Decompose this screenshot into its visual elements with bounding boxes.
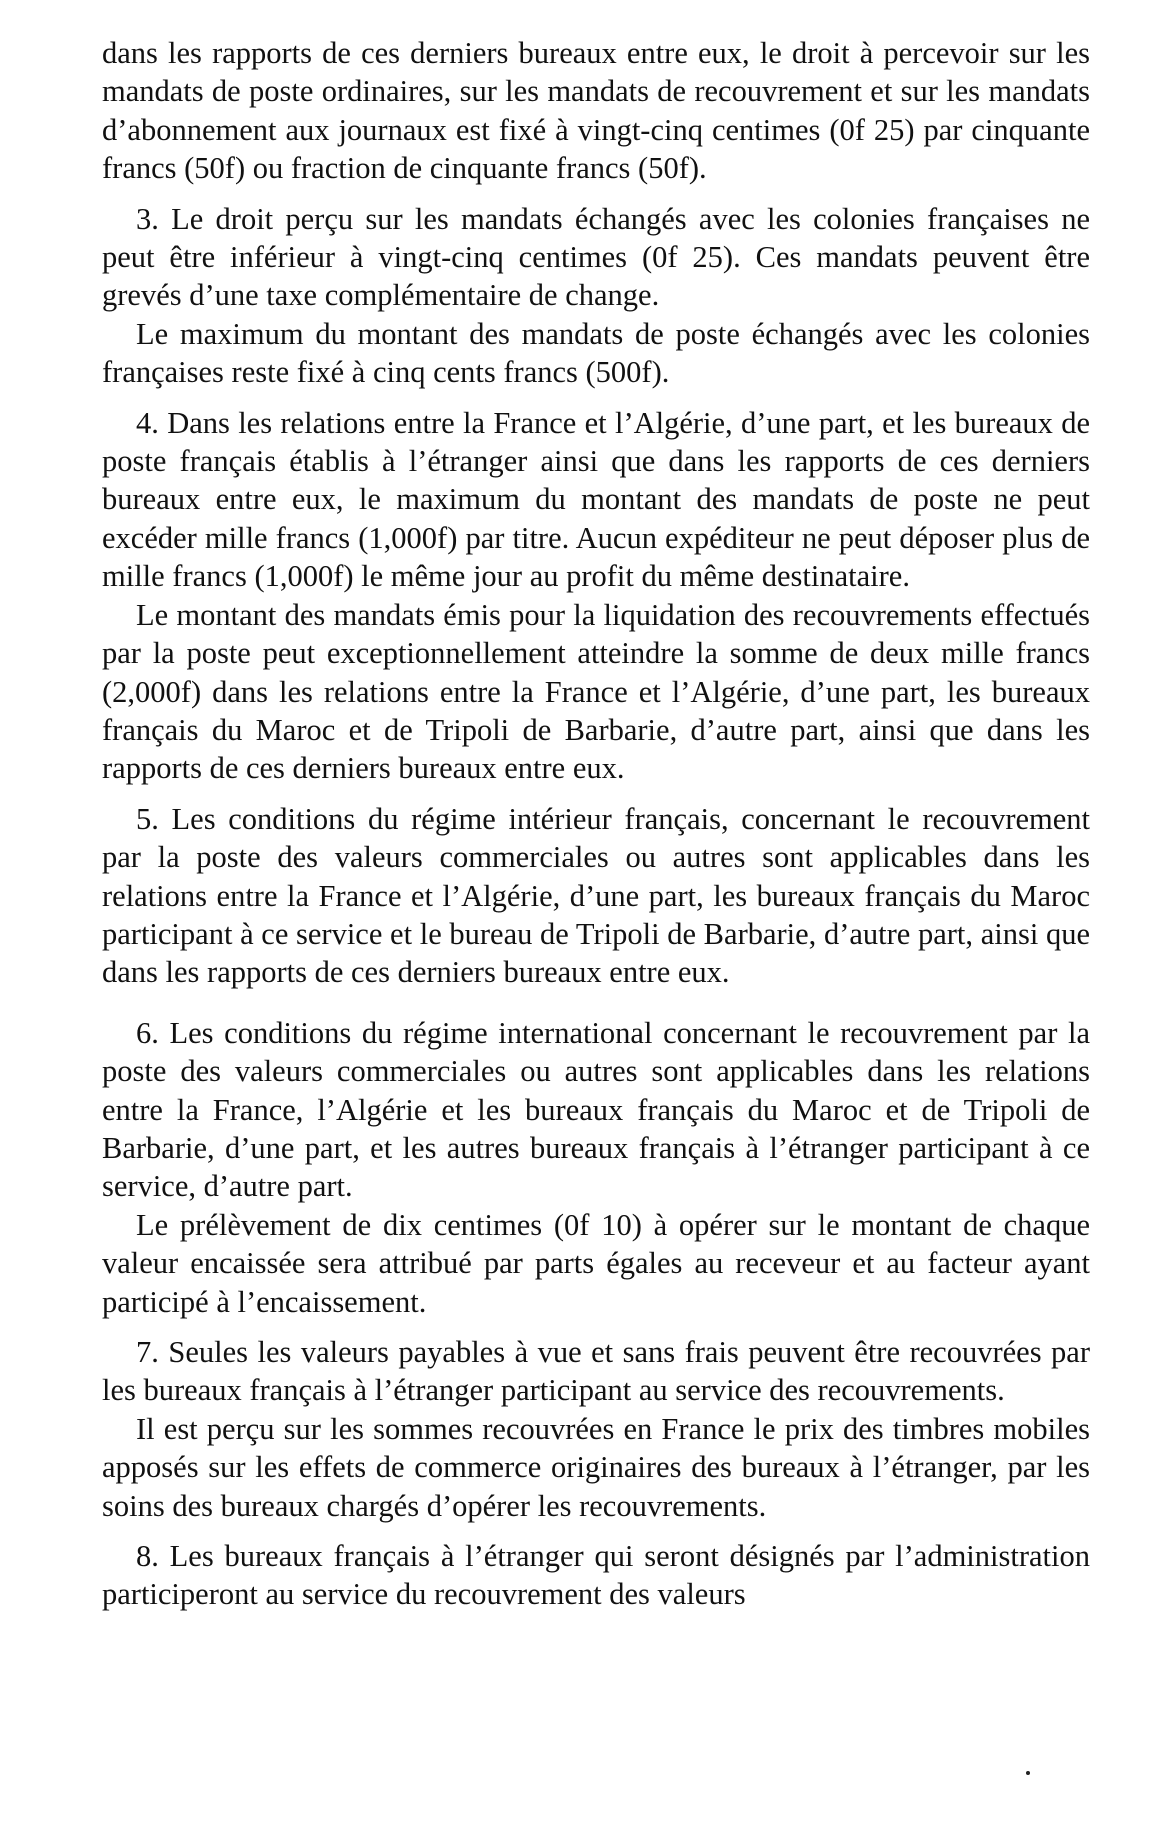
- paragraph-continuation: dans les rapports de ces derniers bureaux entre eux, le droit à percevoir sur les mandats de poste ordinaires, sur les mandats de recouvrement et sur les mandats d’abonnement aux journaux est fixé à vingt-cinq centimes (0f 25) par cinquante francs (50f) ou fraction de cinquante francs (50f).: [102, 36, 1090, 186]
- paragraph-article-6: 6. Les conditions du régime international concernant le recouvrement par la poste des valeurs commerciales ou autres sont applicables dans les relations entre la France, l’Algérie et les bureaux français du Maroc et de Tripoli de Barbarie, d’une part, et les autres bureaux français à l’étranger participant à ce service, d’autre part.: [102, 1015, 1090, 1204]
- document-page: [102, 34, 1090, 1614]
- paragraph-article-7-timbres: Il est perçu sur les sommes recouvrées en France le prix des timbres mobiles apposés sur les effets de commerce originaires des bureaux à l’étranger, par les soins des bureaux chargés d’opérer les recouvrements.: [102, 1411, 1090, 1523]
- paragraph-article-3: 3. Le droit perçu sur les mandats échangés avec les colonies françaises ne peut être inférieur à vingt-cinq centimes (0f 25). Ces mandats peuvent être grevés d’une taxe complémentaire de change.: [102, 201, 1090, 313]
- paragraph-article-4-liquidation: Le montant des mandats émis pour la liquidation des recouvrements effectués par la poste peut exceptionnellement atteindre la somme de deux mille francs (2,000f) dans les relations entre la France et l’Algérie, d’une part, les bureaux français du Maroc et de Tripoli de Barbarie, d’autre part, ainsi que dans les rapports de ces derniers bureaux entre eux.: [102, 597, 1090, 786]
- paragraph-article-5: 5. Les conditions du régime intérieur français, concernant le recouvrement par la poste des valeurs commerciales ou autres sont applicables dans les relations entre la France et l’Algérie, d’une part, les bureaux français du Maroc participant à ce service et le bureau de Tripoli de Barbarie, d’autre part, ainsi que dans les rapports de ces derniers bureaux entre eux.: [102, 801, 1090, 990]
- paragraph-article-4: 4. Dans les relations entre la France et l’Algérie, d’une part, et les bureaux de poste français établis à l’étranger ainsi que dans les rapports de ces derniers bureaux entre eux, le maximum du montant des mandats de poste ne peut excéder mille francs (1,000f) par titre. Aucun expéditeur ne peut déposer plus de mille francs (1,000f) le même jour au profit du même destinataire.: [102, 405, 1090, 594]
- paragraph-article-6-prelevement: Le prélèvement de dix centimes (0f 10) à opérer sur le montant de chaque valeur encaissée sera attribué par parts égales au receveur et au facteur ayant participé à l’encaissement.: [102, 1207, 1090, 1319]
- paragraph-article-8: 8. Les bureaux français à l’étranger qui seront désignés par l’administration participeront au service du recouvrement des valeurs: [102, 1539, 1090, 1612]
- paragraph-article-7: 7. Seules les valeurs payables à vue et sans frais peuvent être recouvrées par les bureaux français à l’étranger participant au service des recouvrements.: [102, 1335, 1090, 1408]
- paragraph-article-3-maximum: Le maximum du montant des mandats de poste échangés avec les colonies françaises reste fixé à cinq cents francs (500f).: [102, 316, 1090, 390]
- stray-dot-mark: [1026, 1771, 1030, 1775]
